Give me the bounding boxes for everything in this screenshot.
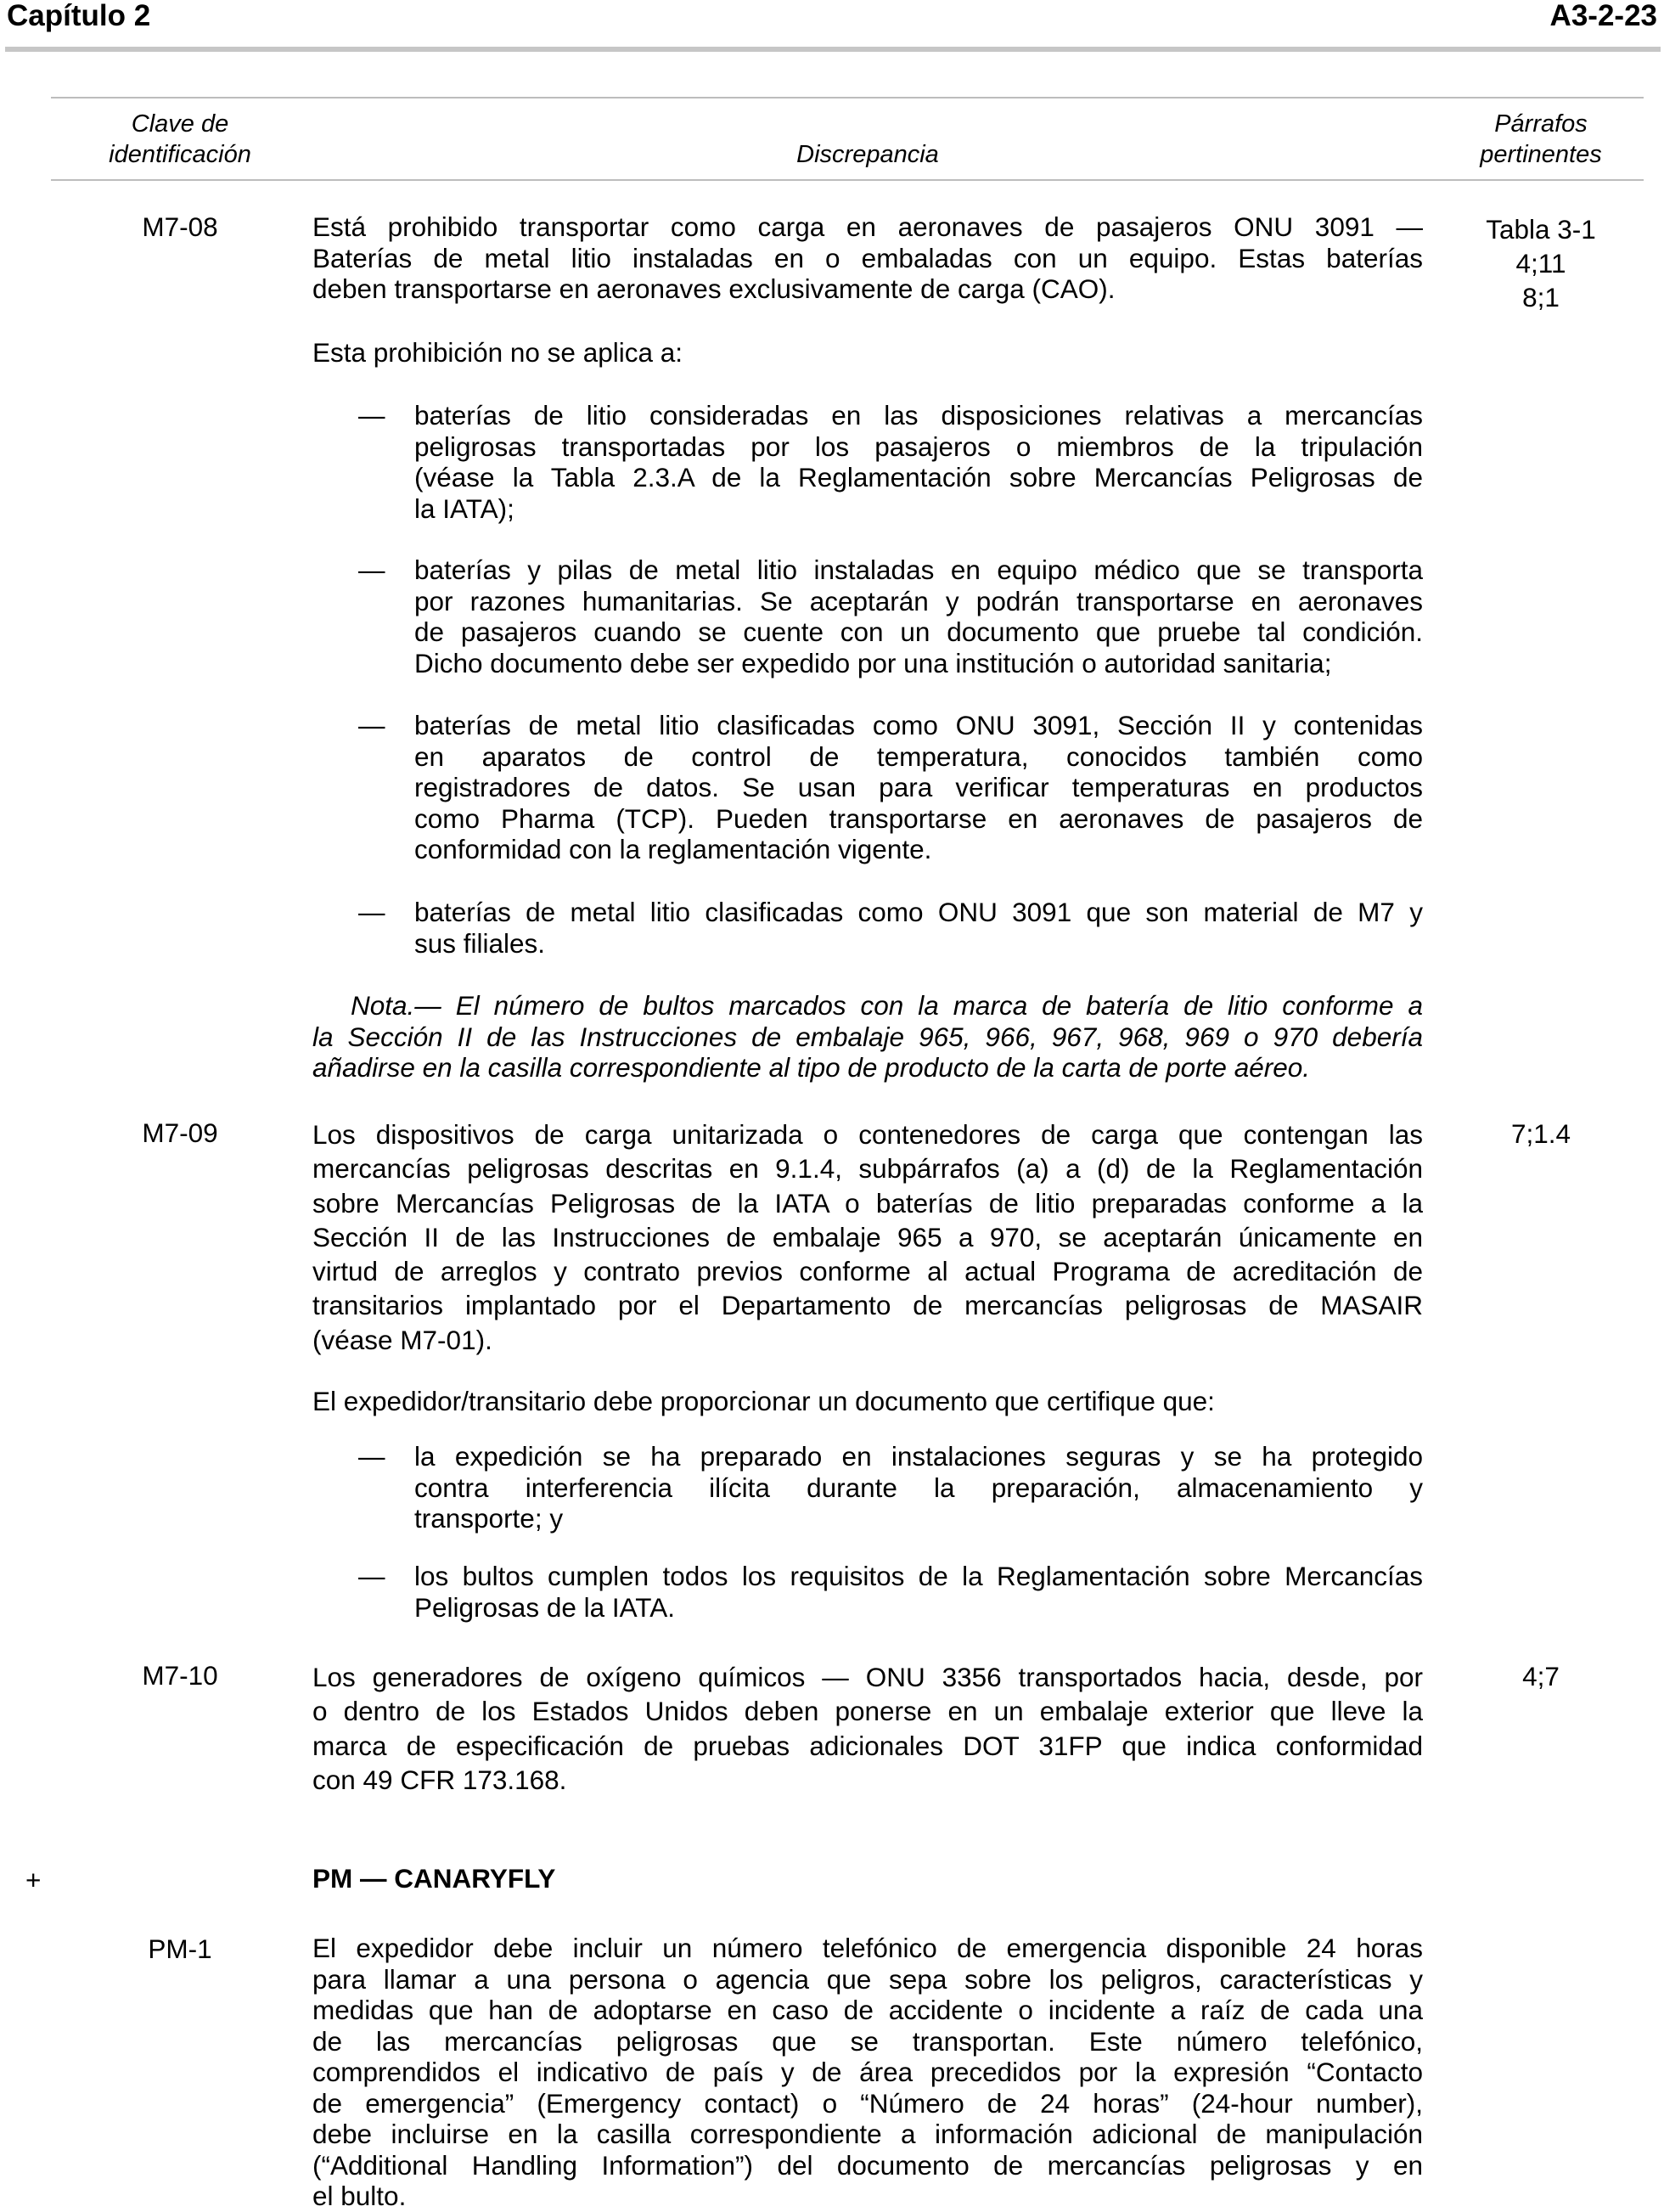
text-line: deben transportarse en aeronaves exclusivamente de carga (CAO). [312, 273, 1116, 304]
text-line: los bultos cumplen todos los requisitos de la Reglamentación sobre Mercancías [414, 1561, 1423, 1591]
entry-refs-m7-10: 4;7 [1522, 1661, 1560, 1691]
column-header-code-line2: identificación [109, 141, 251, 168]
text-line: Los dispositivos de carga unitarizada o contenedores de carga que contengan las [312, 1119, 1423, 1150]
text-line: sobre Mercancías Peligrosas de la IATA o baterías de litio preparadas conforme a la [312, 1187, 1423, 1219]
m7-09-certification-intro: El expedidor/transitario debe proporcionar un documento que certifique que: [312, 1386, 1215, 1416]
text-line: para llamar a una persona o agencia que sepa sobre los peligros, características y [312, 1963, 1423, 1995]
text-line: mercancías peligrosas descritas en 9.1.4, subpárrafos (a) a (d) de la Reglamentación [312, 1153, 1423, 1185]
dash-bullet-icon: — [358, 400, 385, 431]
m7-08-bullet-3 [414, 710, 1423, 865]
text-line: baterías de litio consideradas en las disposiciones relativas a mercancías [414, 400, 1423, 431]
text-line: de pasajeros cuando se cuente con un documento que pruebe tal condición. [414, 616, 1423, 647]
text-line: peligrosas transportadas por los pasajeros o miembros de la tripulación [414, 431, 1423, 462]
text-line: (véase la Tabla 2.3.A de la Reglamentación sobre Mercancías Peligrosas de [414, 462, 1423, 492]
dash-bullet-icon: — [358, 554, 385, 585]
text-line: de las mercancías peligrosas que se transportan. Este número telefónico, [312, 2025, 1423, 2057]
column-header-code [53, 109, 307, 170]
text-line: la Sección II de las Instrucciones de embalaje 965, 966, 967, 968, 969 o 970 debería [312, 1021, 1423, 1052]
column-header-refs [1414, 109, 1664, 170]
text-line: contra interferencia ilícita durante la preparación, almacenamiento y [414, 1472, 1423, 1503]
table-header-rule [51, 179, 1644, 181]
column-header-discrepancy: Discrepancia [796, 141, 939, 168]
text-line: la IATA); [414, 492, 514, 524]
m7-09-bullet-2 [414, 1561, 1423, 1623]
entry-refs-m7-08 [1414, 212, 1664, 314]
text-line: comprendidos el indicativo de país y de área precedidos por la expresión “Contacto [312, 2057, 1423, 2087]
chapter-heading: Capítulo 2 [7, 0, 151, 32]
text-line: Dicho documento debe ser expedido por una institución o autoridad sanitaria; [414, 647, 1332, 678]
ref-line: Tabla 3-1 [1486, 214, 1596, 245]
text-line: añadirse en la casilla correspondiente al tipo de producto de la carta de porte aéreo. [312, 1052, 1311, 1083]
text-line: Peligrosas de la IATA. [414, 1591, 675, 1623]
header-divider [5, 47, 1661, 52]
text-line: Está prohibido transportar como carga en aeronaves de pasajeros ONU 3091 — [312, 211, 1423, 242]
text-line: (véase M7-01). [312, 1324, 492, 1355]
text-line: por razones humanitarias. Se aceptarán y podrán transportarse en aeronaves [414, 585, 1423, 616]
text-line: de emergencia” (Emergency contact) o “Número de 24 horas” (24-hour number), [312, 2087, 1423, 2119]
text-line: transporte; y [414, 1503, 564, 1534]
entry-refs-m7-09: 7;1.4 [1510, 1118, 1571, 1149]
entry-code-m7-10: M7-10 [142, 1660, 218, 1691]
text-line: como Pharma (TCP). Pueden transportarse en aeronaves de pasajeros de [414, 802, 1423, 834]
page-reference: A3-2-23 [1549, 0, 1657, 32]
text-line: El expedidor debe incluir un número telefónico de emergencia disponible 24 horas [312, 1933, 1423, 1963]
text-line: marca de especificación de pruebas adicionales DOT 31FP que indica conformidad [312, 1730, 1423, 1761]
text-line: en aparatos de control de temperatura, conocidos también como [414, 740, 1423, 772]
m7-08-bullet-2 [414, 554, 1423, 678]
text-line: Sección II de las Instrucciones de embalaje 965 a 970, se aceptarán únicamente en [312, 1221, 1423, 1252]
dash-bullet-icon: — [358, 1561, 385, 1591]
text-line: conformidad con la reglamentación vigente. [414, 834, 932, 864]
m7-09-bullet-1 [414, 1441, 1423, 1534]
ref-line: 4;11 [1515, 248, 1566, 279]
column-header-refs-line1: Párrafos [1494, 110, 1588, 138]
text-line: Baterías de metal litio instaladas en o embaladas con un equipo. Estas baterías [312, 242, 1423, 273]
text-line: registradores de datos. Se usan para verificar temperaturas en productos [414, 772, 1423, 802]
dash-bullet-icon: — [358, 710, 385, 740]
text-line: el bulto. [312, 2181, 407, 2211]
text-line: baterías y pilas de metal litio instaladas en equipo médico que se transporta [414, 554, 1423, 585]
entry-code-pm-1: PM-1 [148, 1933, 212, 1964]
text-line: la expedición se ha preparado en instalaciones seguras y se ha protegido [414, 1441, 1423, 1472]
ref-line: 8;1 [1522, 282, 1560, 312]
m7-08-intro-paragraph [312, 211, 1423, 305]
table-top-rule [51, 97, 1644, 98]
pm-1-paragraph [312, 1933, 1423, 2212]
entry-code-m7-09: M7-09 [142, 1117, 218, 1148]
text-line: debe incluirse en la casilla correspondiente a información adicional de manipulación [312, 2119, 1423, 2149]
text-line: Nota.— El número de bultos marcados con la marca de batería de litio conforme a [351, 990, 1423, 1021]
m7-08-bullet-1 [414, 400, 1423, 524]
dash-bullet-icon: — [358, 897, 385, 927]
m7-10-paragraph [312, 1660, 1423, 1797]
text-line: virtud de arreglos y contrato previos conforme al actual Programa de acreditación de [312, 1256, 1423, 1287]
text-line: con 49 CFR 173.168. [312, 1764, 567, 1795]
text-line: baterías de metal litio clasificadas como ONU 3091 que son material de M7 y [414, 897, 1423, 927]
column-header-refs-line2: pertinentes [1480, 141, 1602, 168]
text-line: baterías de metal litio clasificadas como ONU 3091, Sección II y contenidas [414, 710, 1423, 740]
section-title-pm-canaryfly: PM — CANARYFLY [312, 1863, 556, 1894]
entry-code-m7-08: M7-08 [142, 211, 218, 242]
text-line: Los generadores de oxígeno químicos — ONU 3356 transportados hacia, desde, por [312, 1662, 1423, 1692]
dash-bullet-icon: — [358, 1441, 385, 1472]
m7-08-note [312, 990, 1423, 1083]
m7-08-bullet-4 [414, 897, 1423, 959]
column-header-code-line1: Clave de [131, 110, 229, 138]
text-line: medidas que han de adoptarse en caso de accidente o incidente a raíz de cada una [312, 1995, 1423, 2025]
text-line: sus filiales. [414, 927, 546, 959]
change-marker: + [25, 1865, 42, 1895]
m7-09-paragraph [312, 1117, 1423, 1357]
m7-08-exception-intro: Esta prohibición no se aplica a: [312, 337, 683, 368]
text-line: (“Additional Handling Information”) del documento de mercancías peligrosas y en [312, 2149, 1423, 2181]
text-line: o dentro de los Estados Unidos deben ponerse en un embalaje exterior que lleve la [312, 1696, 1423, 1727]
text-line: transitarios implantado por el Departamento de mercancías peligrosas de MASAIR [312, 1290, 1423, 1321]
